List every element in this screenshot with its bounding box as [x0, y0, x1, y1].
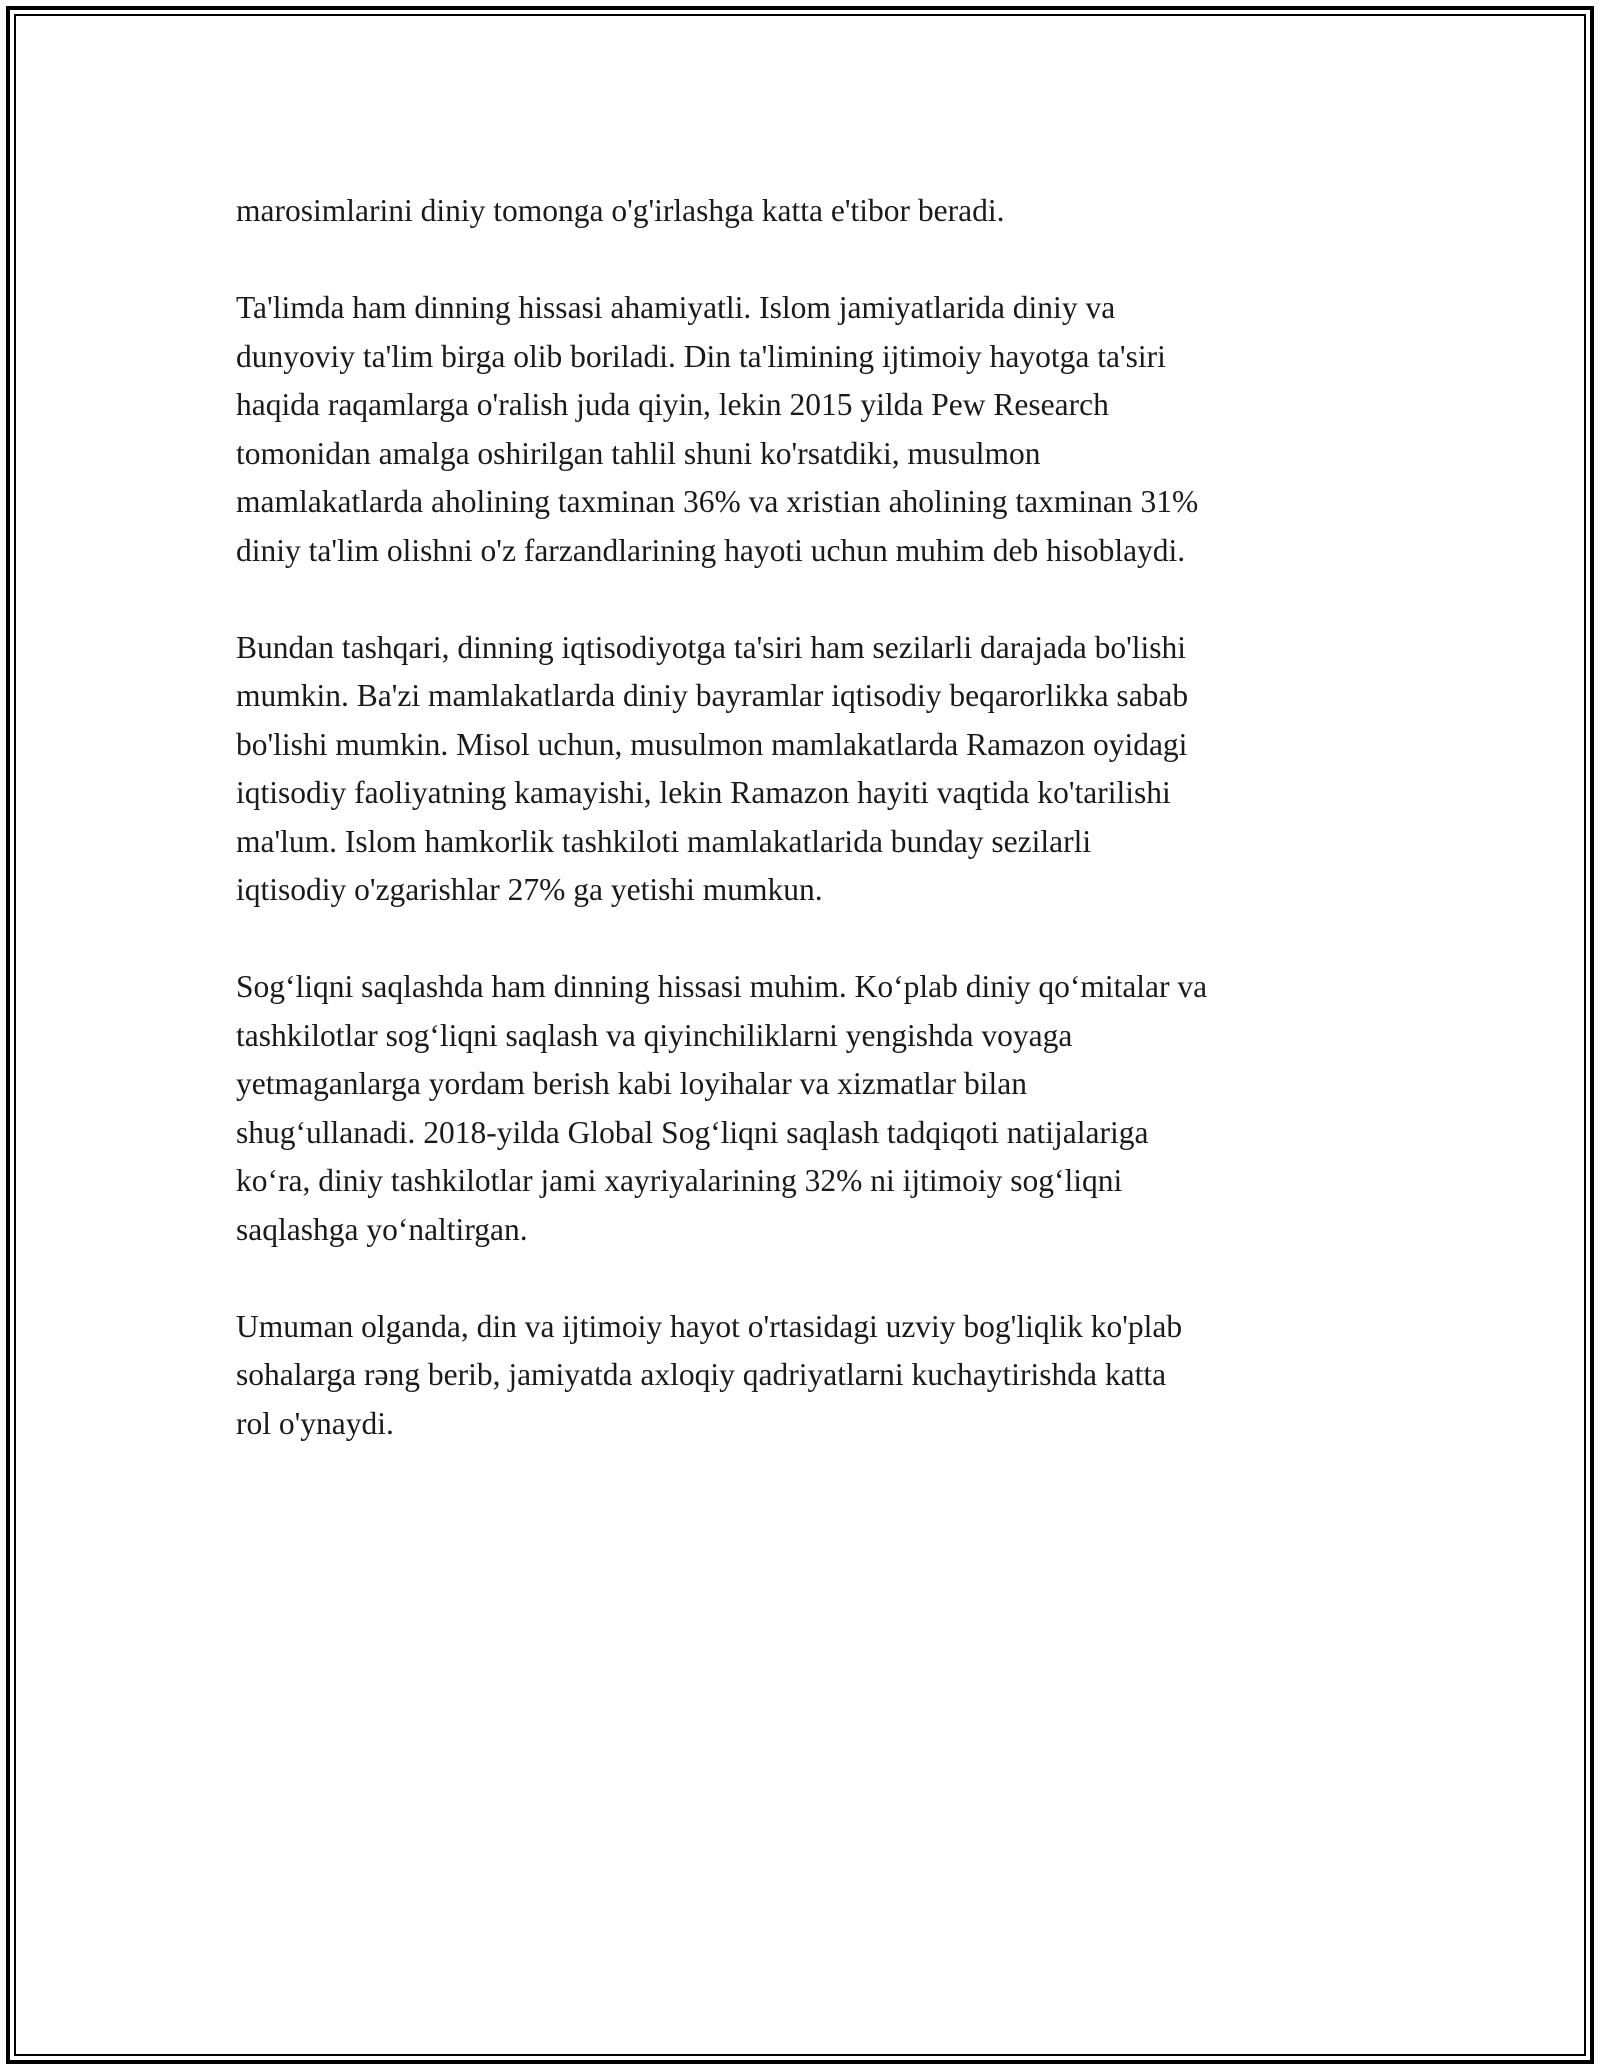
text-line: iqtisodiy o'zgarishlar 27% ga yetishi mumkun.	[236, 872, 823, 907]
text-line: mamlakatlarda aholining taxminan 36% va xristian aholining taxminan 31%	[236, 484, 1199, 519]
text-line: ko‘ra, diniy tashkilotlar jami xayriyalarining 32% ni ijtimoiy sog‘liqni	[236, 1163, 1123, 1198]
paragraph-education	[236, 284, 1386, 575]
text-line: ma'lum. Islom hamkorlik tashkiloti mamlakatlarida bunday sezilarli	[236, 823, 1092, 859]
text-line: Umuman olganda, din va ijtimoiy hayot o'rtasidagi uzviy bog'liqlik ko'plab	[236, 1308, 1183, 1344]
document-body	[236, 187, 1386, 1497]
text-line: marosimlarini diniy tomonga o'g'irlashga katta e'tibor beradi.	[236, 193, 1005, 228]
text-line: yetmaganlarga yordam berish kabi loyihalar va xizmatlar bilan	[236, 1066, 1028, 1101]
text-line: Sog‘liqni saqlashda ham dinning hissasi muhim. Ko‘plab diniy qo‘mitalar va	[236, 969, 1208, 1004]
text-line: saqlashga yo‘naltirgan.	[236, 1211, 528, 1247]
text-line: Ta'limda ham dinning hissasi ahamiyatli. Islom jamiyatlarida diniy va	[236, 290, 1116, 325]
text-line: bo'lishi mumkin. Misol uchun, musulmon mamlakatlarda Ramazon oyidagi	[236, 726, 1188, 762]
paragraph-ceremonies	[236, 187, 1386, 236]
text-line: tomonidan amalga oshirilgan tahlil shuni ko'rsatdiki, musulmon	[236, 435, 1041, 471]
text-line: Bundan tashqari, dinning iqtisodiyotga ta'siri ham sezilarli darajada bo'lishi	[236, 629, 1187, 665]
text-line: haqida raqamlarga o'ralish juda qiyin, lekin 2015 yilda Pew Research	[236, 387, 1109, 422]
text-line: dunyoviy ta'lim birga olib boriladi. Din ta'limining ijtimoiy hayotga ta'siri	[236, 338, 1166, 374]
text-line: rol o'ynaydi.	[236, 1405, 394, 1441]
text-line: sohalarga rəng berib, jamiyatda axloqiy qadriyatlarni kuchaytirishda katta	[236, 1357, 1167, 1392]
text-line: mumkin. Ba'zi mamlakatlarda diniy bayramlar iqtisodiy beqarorlikka sabab	[236, 678, 1189, 713]
text-line: iqtisodiy faoliyatning kamayishi, lekin Ramazon hayiti vaqtida ko'tarilishi	[236, 775, 1171, 810]
paragraph-healthcare	[236, 963, 1386, 1254]
paragraph-conclusion	[236, 1303, 1386, 1449]
text-line: shug‘ullanadi. 2018-yilda Global Sog‘liqni saqlash tadqiqoti natijalariga	[236, 1114, 1149, 1150]
paragraph-economy	[236, 624, 1386, 915]
text-line: diniy ta'lim olishni o'z farzandlarining hayoti uchun muhim deb hisoblaydi.	[236, 532, 1186, 568]
text-line: tashkilotlar sog‘liqni saqlash va qiyinchiliklarni yengishda voyaga	[236, 1017, 1073, 1053]
